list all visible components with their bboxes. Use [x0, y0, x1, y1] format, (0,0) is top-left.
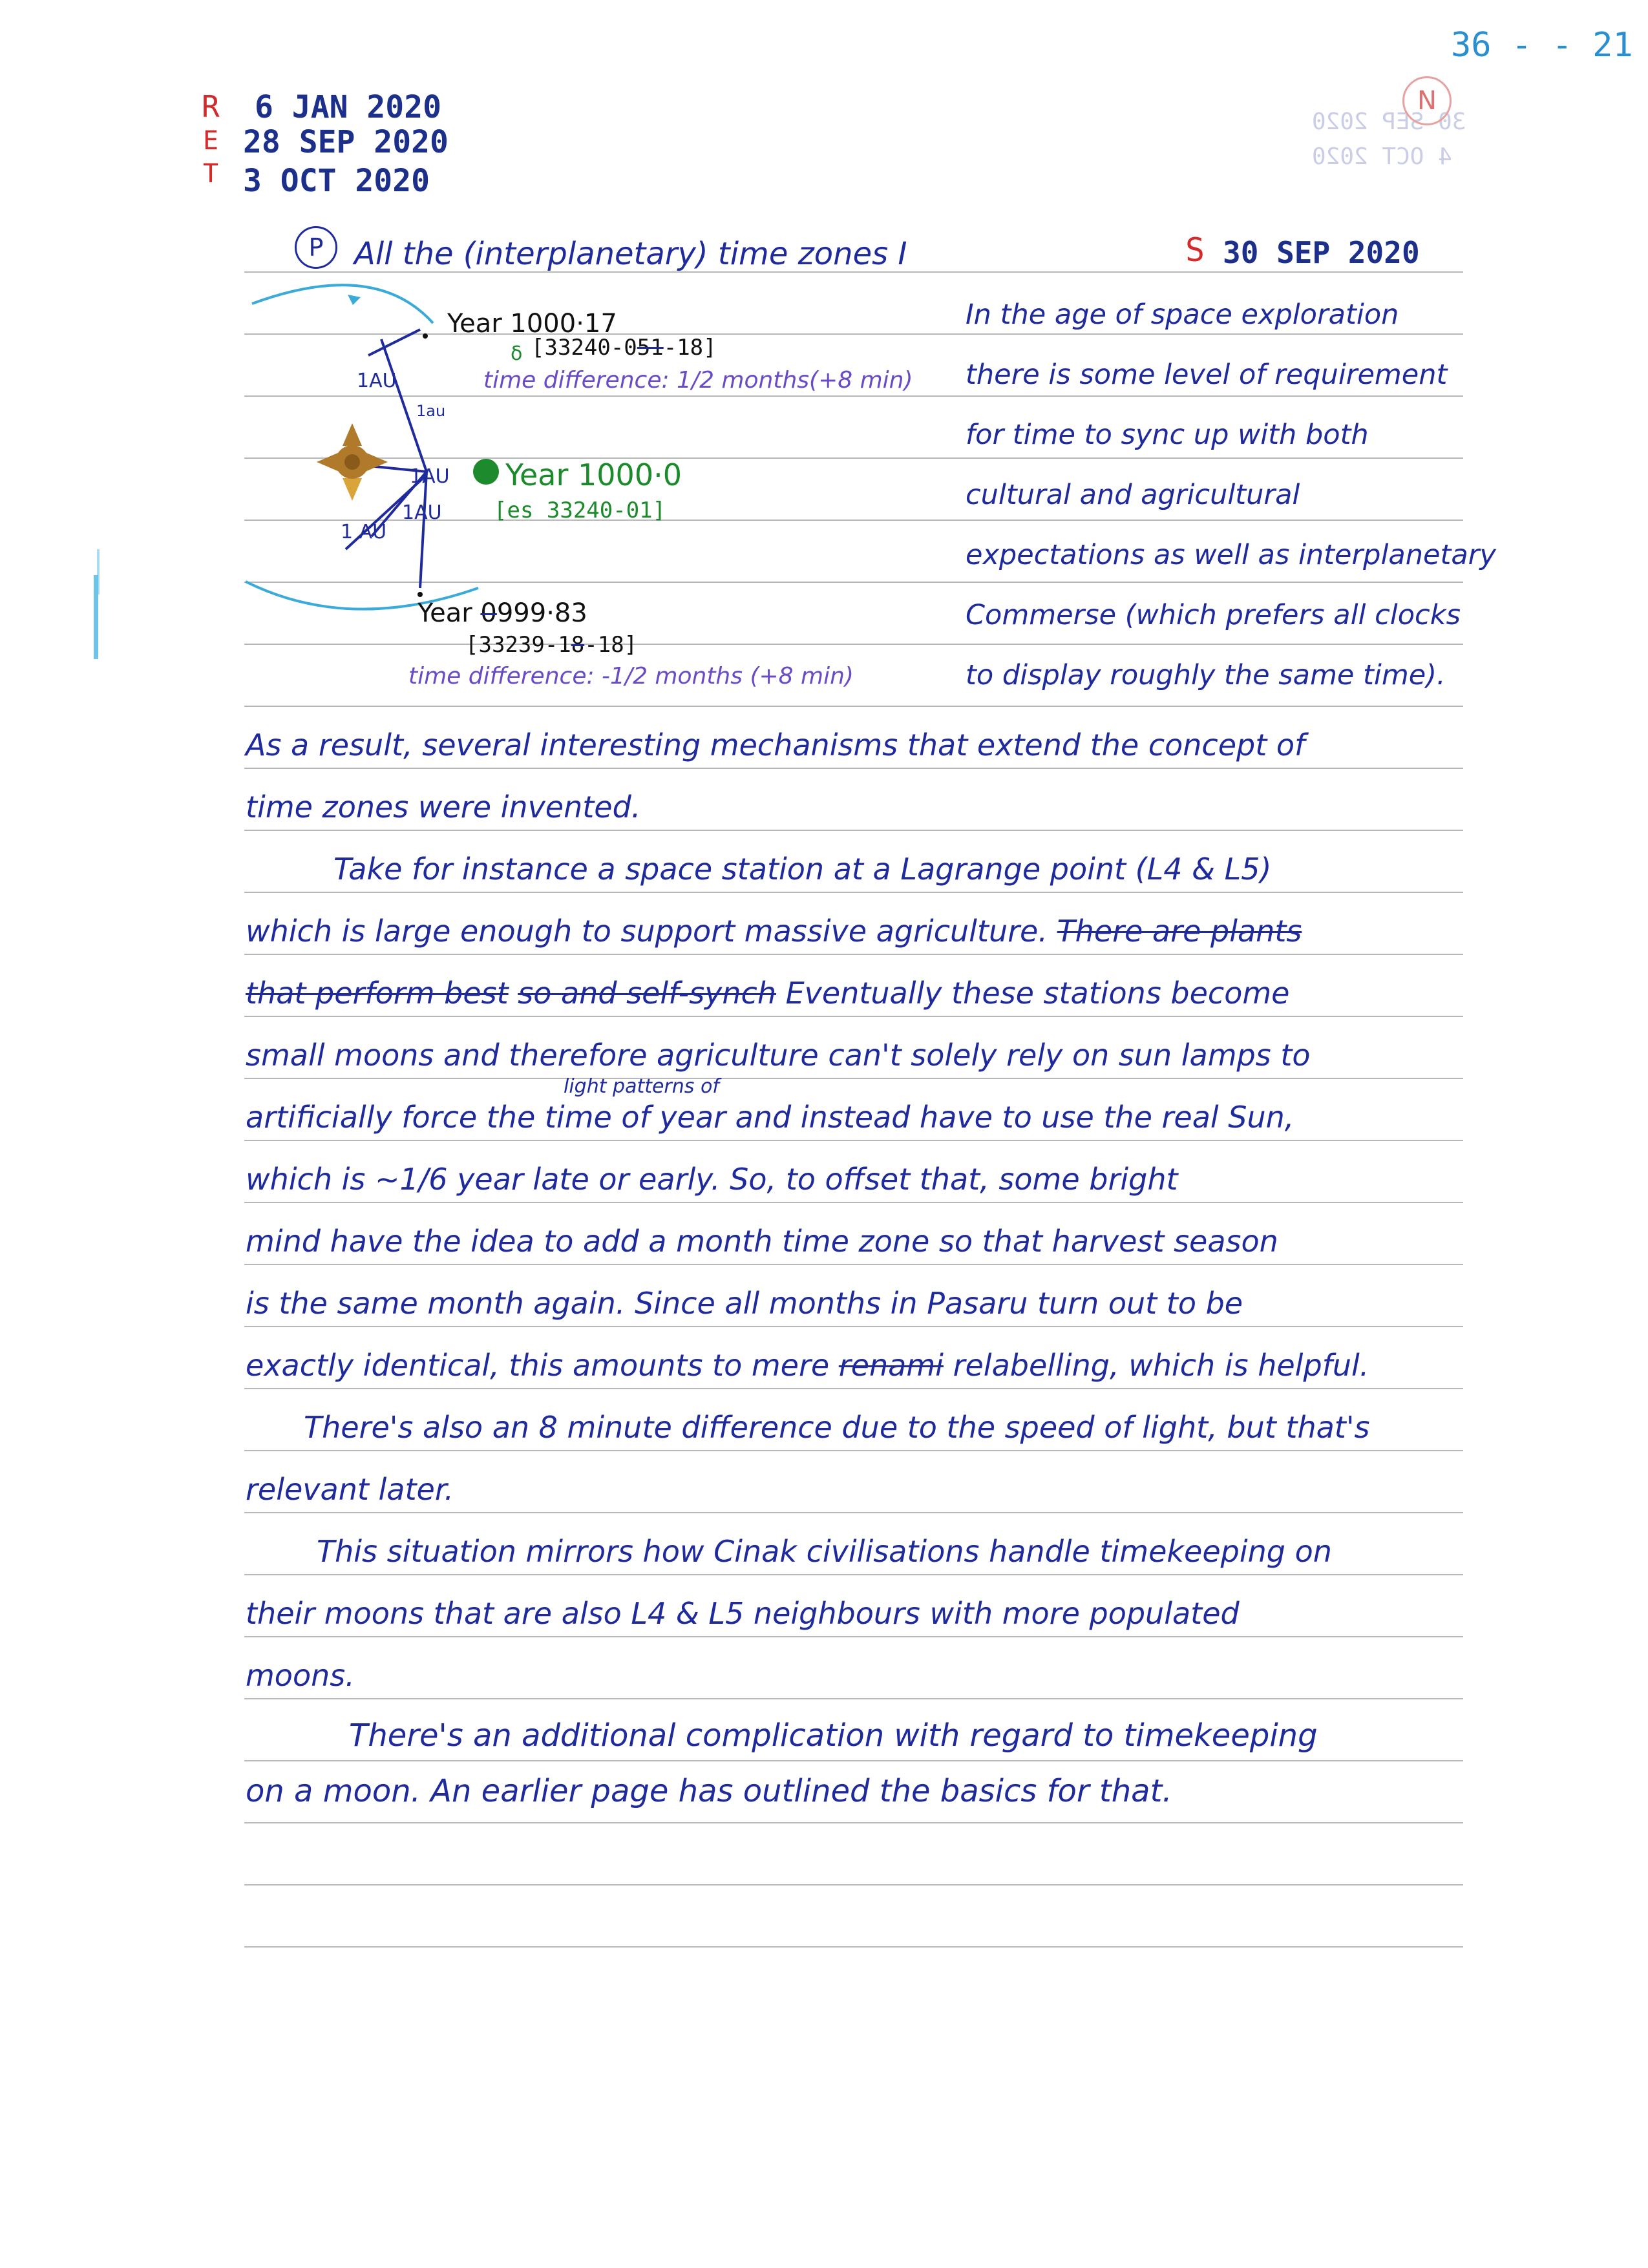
date-code-struck: 8 [571, 632, 585, 658]
intro-line: Commerse (which prefers all clocks [966, 599, 1461, 631]
ruled-line [244, 1698, 1463, 1699]
circled-letter-p: P [308, 233, 324, 262]
ruled-line [244, 1946, 1463, 1948]
title-stamp-letter: S [1185, 231, 1205, 269]
year-label-middle: Year 1000·0 [505, 457, 682, 492]
body-line: their moons that are also L4 & L5 neighbours with more populated [246, 1596, 1240, 1631]
time-difference-upper: time difference: 1/2 months(+8 min) [483, 367, 913, 394]
time-difference-lower: time difference: -1/2 months (+8 min) [408, 663, 854, 689]
struck-text: There are plants [1057, 914, 1302, 949]
date-code-part: [33240-0 [531, 335, 637, 361]
planet-icon [473, 459, 499, 485]
sun-core-icon [344, 454, 360, 470]
body-line: is the same month again. Since all months in Pasaru turn out to be [246, 1286, 1243, 1321]
code-prefix-upper: δ [511, 342, 523, 365]
body-text: Eventually these stations become [785, 976, 1290, 1011]
intro-line: for time to sync up with both [966, 419, 1369, 451]
stamp-date: 3 OCT 2020 [243, 163, 430, 199]
ruled-line [244, 892, 1463, 893]
body-text: which is large enough to support massive agriculture. [246, 914, 1048, 949]
body-line: There's also an 8 minute difference due to the speed of light, but that's [304, 1410, 1370, 1445]
ruled-line [244, 1264, 1463, 1265]
point-dot-icon [417, 592, 423, 597]
body-line: on a moon. An earlier page has outlined the basics for that. [246, 1773, 1172, 1809]
body-line: small moons and therefore agriculture can't solely rely on sun lamps to [246, 1038, 1311, 1073]
year-part: 999·83 [496, 598, 587, 628]
stamp-letter: R [202, 89, 220, 124]
direction-arrow-icon [348, 295, 361, 305]
distance-line [368, 330, 420, 355]
body-line [246, 1348, 1369, 1383]
body-line: moons. [246, 1658, 355, 1693]
page-number: 36 - - 21 [1451, 26, 1633, 65]
body-line: Take for instance a space station at a Lagrange point (L4 & L5) [333, 852, 1272, 887]
date-code-lower [465, 632, 637, 658]
year-label-upper: Year 1000·17 [447, 309, 617, 339]
page-title: All the (interplanetary) time zones I [354, 236, 907, 272]
ruled-line [244, 1822, 1463, 1823]
title-stamp-date: 30 SEP 2020 [1223, 235, 1420, 270]
ruled-line [244, 706, 1463, 707]
intro-line: expectations as well as interplanetary [966, 539, 1496, 571]
ruled-line [244, 1450, 1463, 1451]
body-line: time zones were invented. [246, 790, 641, 824]
struck-text: that perform best [246, 976, 509, 1011]
body-line: artificially force the time of year and instead have to use the real Sun, [246, 1100, 1294, 1135]
date-code-struck: 51 [637, 335, 664, 361]
orbit-arc [252, 285, 433, 323]
date-code-upper [531, 335, 717, 361]
ruled-line [244, 1388, 1463, 1389]
au-label: 1AU [402, 501, 442, 524]
ruled-line [244, 954, 1463, 955]
ruled-line [244, 1512, 1463, 1513]
year-part: Year [417, 598, 481, 628]
stamp-date: 28 SEP 2020 [243, 124, 449, 160]
date-code-part: -18] [663, 335, 717, 361]
stamp-letter: T [203, 159, 219, 189]
ruled-line [244, 1140, 1463, 1141]
date-code-part: -18] [584, 632, 638, 658]
au-label: 1 AU [341, 521, 387, 543]
date-code-middle: [es 33240-01] [494, 498, 666, 523]
year-label-lower [417, 598, 587, 628]
circled-letter: N [1417, 86, 1437, 116]
struck-text: renami [838, 1348, 944, 1383]
body-line: This situation mirrors how Cinak civilisations handle timekeeping on [317, 1534, 1332, 1569]
faded-stamp-date: 30 SEP 2020 [1312, 109, 1466, 135]
circled-letter-stamp [1402, 76, 1452, 125]
sun-ray-icon [343, 423, 362, 446]
body-line: As a result, several interesting mechanisms that extend the concept of [246, 728, 1305, 762]
ruled-line [244, 1078, 1463, 1079]
point-dot-icon [423, 333, 428, 339]
intro-line: In the age of space exploration [966, 299, 1399, 331]
body-line: which is ~1/6 year late or early. So, to offset that, some bright [246, 1162, 1178, 1197]
date-code-part: [33239-1 [465, 632, 571, 658]
ruled-line [244, 1016, 1463, 1017]
ruled-line [244, 644, 1463, 645]
ruled-line [244, 1884, 1463, 1885]
stamp-letter: E [203, 126, 219, 156]
ruled-line [244, 1574, 1463, 1575]
body-text: relabelling, which is helpful. [953, 1348, 1369, 1383]
au-label: 1AU [357, 370, 397, 392]
intro-line: cultural and agricultural [966, 479, 1300, 511]
body-line: There's an additional complication with regard to timekeeping [349, 1717, 1318, 1754]
ruled-line [244, 830, 1463, 831]
struck-text: so and self-synch [518, 976, 776, 1011]
body-line [246, 976, 1289, 1011]
ruled-line [244, 1202, 1463, 1203]
ruled-line [244, 1636, 1463, 1637]
intro-line: to display roughly the same time). [966, 659, 1446, 691]
au-label: 1au [416, 402, 446, 420]
stamp-date: 6 JAN 2020 [255, 89, 441, 125]
ruled-line [244, 1760, 1463, 1761]
sun-ray-icon [343, 478, 362, 501]
margin-mark [94, 575, 98, 659]
distance-line [420, 472, 427, 588]
ruled-line [244, 768, 1463, 769]
body-line: mind have the idea to add a month time zone so that harvest season [246, 1224, 1278, 1259]
title-circled-letter [295, 226, 337, 269]
year-struck: 0 [480, 598, 497, 628]
body-line [246, 914, 1302, 949]
ruled-line [244, 1326, 1463, 1327]
body-line: relevant later. [246, 1472, 454, 1507]
intro-line: there is some level of requirement [966, 359, 1448, 391]
insertion-note: light patterns of [564, 1075, 719, 1098]
body-text: exactly identical, this amounts to mere [246, 1348, 830, 1383]
faded-stamp-date: 4 OCT 2020 [1312, 143, 1452, 170]
au-label: 1AU [410, 465, 450, 488]
